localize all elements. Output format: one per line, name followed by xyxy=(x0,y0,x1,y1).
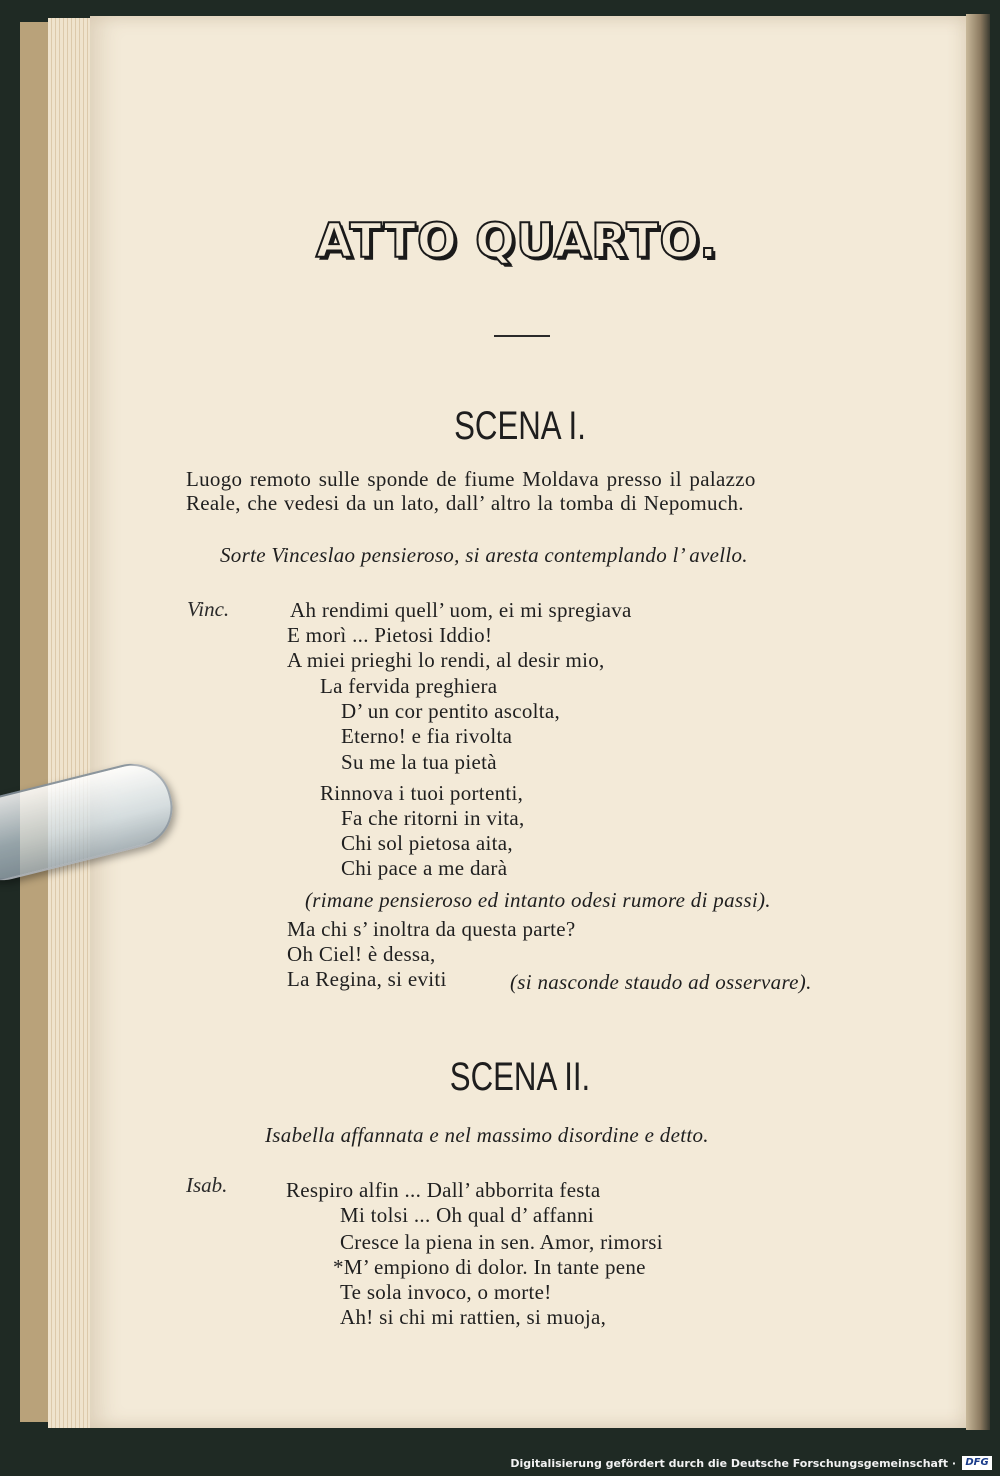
verse-line: Rinnova i tuoi portenti, xyxy=(320,781,524,805)
verse-line: Respiro alfin ... Dall’ abborrita festa xyxy=(286,1178,601,1202)
verse-line: Ah! si chi mi rattien, si muoja, xyxy=(340,1305,607,1329)
verse-line: Ah rendimi quell’ uom, ei mi spregiava xyxy=(290,598,632,622)
verse-line: Mi tolsi ... Oh qual d’ affanni xyxy=(340,1203,595,1227)
scene-2-stage-direction: Isabella affannata e nel massimo disordine e detto. xyxy=(265,1123,709,1147)
verse-line: La Regina, si eviti xyxy=(287,967,447,991)
stage-direction: (si nasconde staudo ad osservare). xyxy=(510,970,812,994)
speaker-vinc: Vinc. xyxy=(187,597,230,621)
speaker-isab: Isab. xyxy=(186,1173,228,1197)
act-title: ATTO QUARTO. xyxy=(315,214,719,269)
verse-line: E morì ... Pietosi Iddio! xyxy=(287,623,493,647)
scene-1-title: SCENA I. xyxy=(454,404,586,448)
verse-line: Chi pace a me darà xyxy=(341,856,508,880)
scene-1-description-line: Luogo remoto sulle sponde de fiume Moldava presso il palazzo xyxy=(186,467,756,491)
verse-line: A miei prieghi lo rendi, al desir mio, xyxy=(287,648,605,672)
scene-1-stage-direction: Sorte Vinceslao pensieroso, si aresta contemplando l’ avello. xyxy=(220,543,748,567)
verse-line: Eterno! e fia rivolta xyxy=(341,724,513,748)
footer-credit: Digitalisierung gefördert durch die Deutsche Forschungsgemeinschaft · xyxy=(510,1457,956,1470)
verse-line: La fervida preghiera xyxy=(320,674,498,698)
scene-1-description-line: Reale, che vedesi da un lato, dall’ altro la tomba di Nepomuch. xyxy=(186,491,744,515)
verse-line: Oh Ciel! è dessa, xyxy=(287,942,436,966)
verse-line: *M’ empiono di dolor. In tante pene xyxy=(333,1255,646,1279)
verse-line: D’ un cor pentito ascolta, xyxy=(341,699,561,723)
divider-rule xyxy=(494,335,550,337)
verse-line: Cresce la piena in sen. Amor, rimorsi xyxy=(340,1230,663,1254)
verse-line: Fa che ritorni in vita, xyxy=(341,806,525,830)
verse-line: Ma chi s’ inoltra da questa parte? xyxy=(287,917,576,941)
verse-line: Su me la tua pietà xyxy=(341,750,497,774)
dfg-logo: DFG xyxy=(962,1456,992,1470)
verse-line: Te sola invoco, o morte! xyxy=(340,1280,552,1304)
stage-direction: (rimane pensieroso ed intanto odesi rumore di passi). xyxy=(305,888,771,912)
verse-line: Chi sol pietosa aita, xyxy=(341,831,513,855)
book-left-edge xyxy=(20,22,51,1422)
page-gutter-shadow xyxy=(966,14,990,1430)
scene-2-title: SCENA II. xyxy=(449,1055,591,1099)
